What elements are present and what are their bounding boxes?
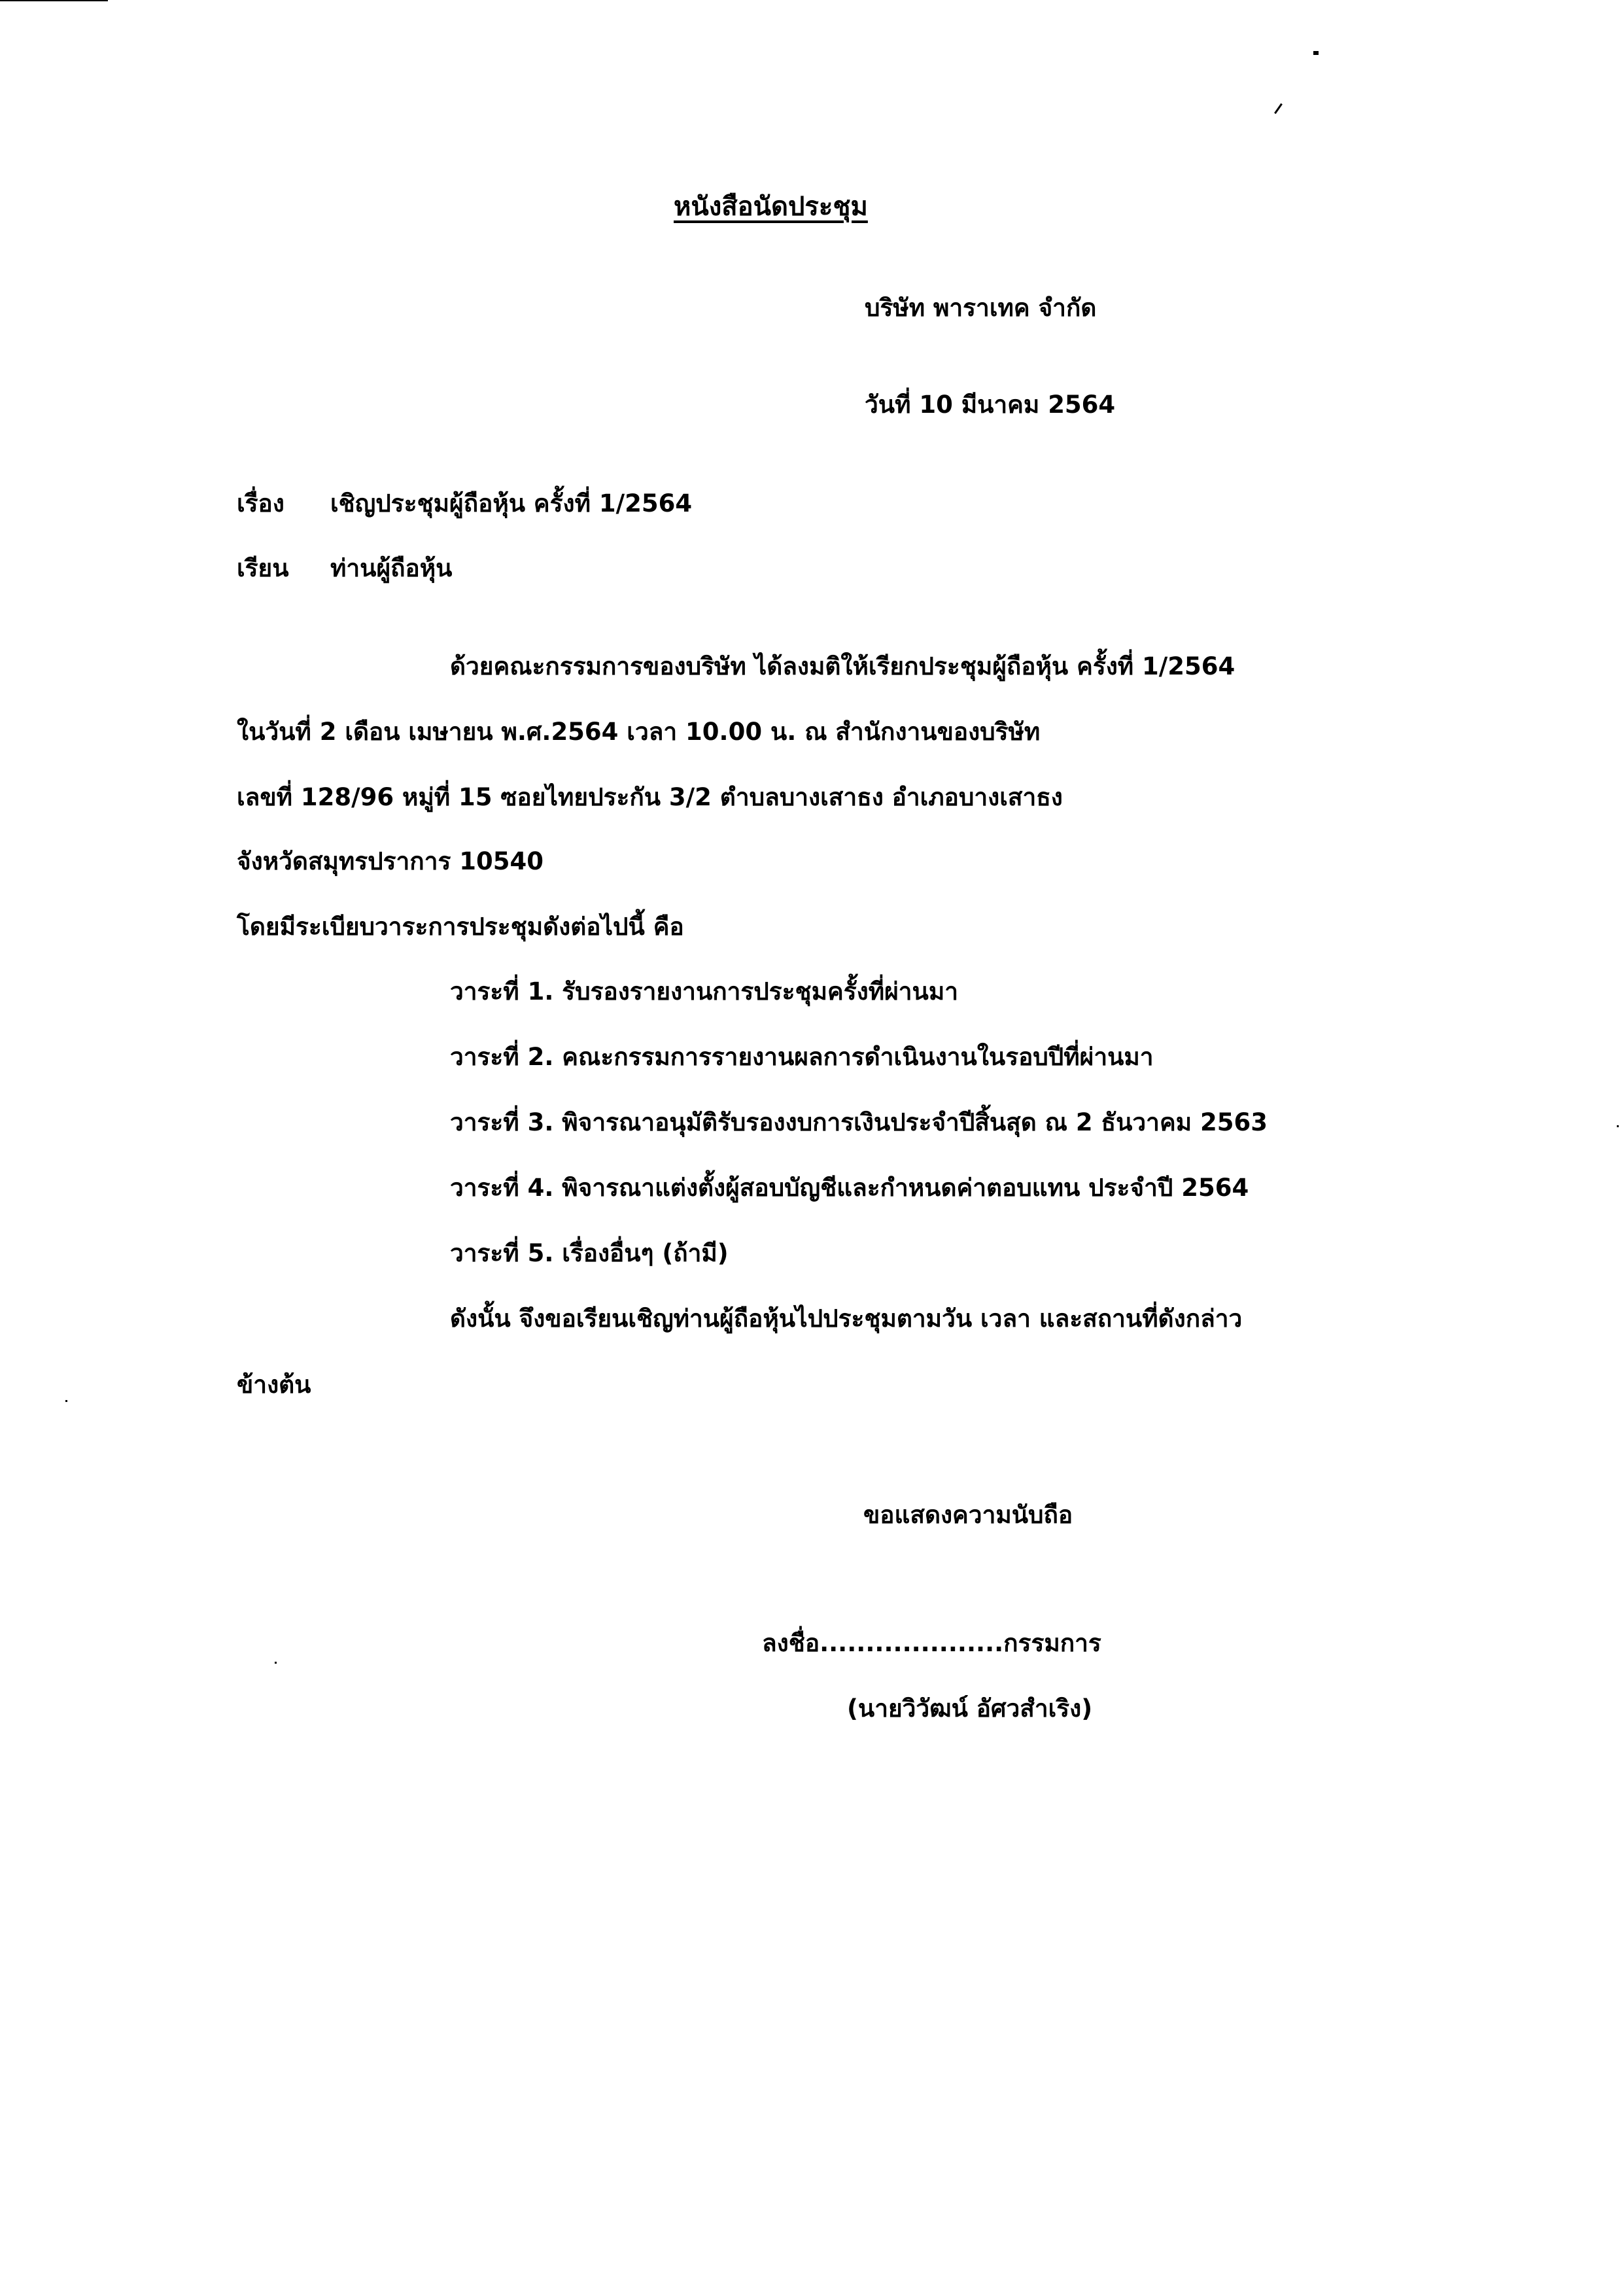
closing-line-1: ดังนั้น จึงขอเรียนเชิญท่านผู้ถือหุ้นไปประชุมตามวัน เวลา และสถานที่ดังกล่าว [450, 1305, 1243, 1333]
body-line-2: ในวันที่ 2 เดือน เมษายน พ.ศ.2564 เวลา 10.00 น. ณ สำนักงานของบริษัท [237, 718, 1041, 746]
signer-name: (นายวิวัฒน์ อัศวสำเริง) [847, 1694, 1093, 1723]
agenda-item: วาระที่ 2. คณะกรรมการรายงานผลการดำเนินงานในรอบปีที่ผ่านมา [450, 1043, 1154, 1071]
subject-label: เรื่อง [237, 489, 285, 517]
document-title: หนังสือนัดประชุม [674, 192, 868, 222]
agenda-item: วาระที่ 4. พิจารณาแต่งตั้งผู้สอบบัญชีและกำหนดค่าตอบแทน ประจำปี 2564 [450, 1174, 1249, 1202]
signature-line: ลงชื่อ....................กรรมการ [762, 1629, 1101, 1657]
scan-speck [1313, 51, 1319, 55]
scan-tick [1274, 103, 1283, 114]
recipient-label: เรียน [237, 554, 289, 582]
body-line-3: เลขที่ 128/96 หมู่ที่ 15 ซอยไทยประกัน 3/2 ตำบลบางเสาธง อำเภอบางเสาธง [237, 783, 1063, 811]
closing-line-2: ข้างต้น [237, 1371, 311, 1399]
scan-speck [275, 1662, 277, 1664]
document-date: วันที่ 10 มีนาคม 2564 [865, 391, 1116, 419]
scan-mark-top-left [0, 0, 108, 1]
scan-speck [1617, 1125, 1619, 1127]
body-line-1: ด้วยคณะกรรมการของบริษัท ได้ลงมติให้เรียกประชุมผู้ถือหุ้น ครั้งที่ 1/2564 [450, 652, 1235, 680]
regards-text: ขอแสดงความนับถือ [863, 1501, 1073, 1529]
agenda-item: วาระที่ 1. รับรองรายงานการประชุมครั้งที่ผ่านมา [450, 977, 959, 1006]
scan-speck [65, 1400, 67, 1402]
company-name: บริษัท พาราเทค จำกัด [865, 294, 1097, 322]
recipient-text: ท่านผู้ถือหุ้น [330, 554, 453, 582]
agenda-item: วาระที่ 3. พิจารณาอนุมัติรับรองงบการเงินประจำปีสิ้นสุด ณ 2 ธันวาคม 2563 [450, 1108, 1268, 1136]
agenda-item: วาระที่ 5. เรื่องอื่นๆ (ถ้ามี) [450, 1239, 729, 1267]
body-line-5: โดยมีระเบียบวาระการประชุมดังต่อไปนี้ คือ [237, 913, 684, 941]
subject-text: เชิญประชุมผู้ถือหุ้น ครั้งที่ 1/2564 [330, 489, 693, 517]
body-line-4: จังหวัดสมุทรปราการ 10540 [237, 847, 544, 875]
